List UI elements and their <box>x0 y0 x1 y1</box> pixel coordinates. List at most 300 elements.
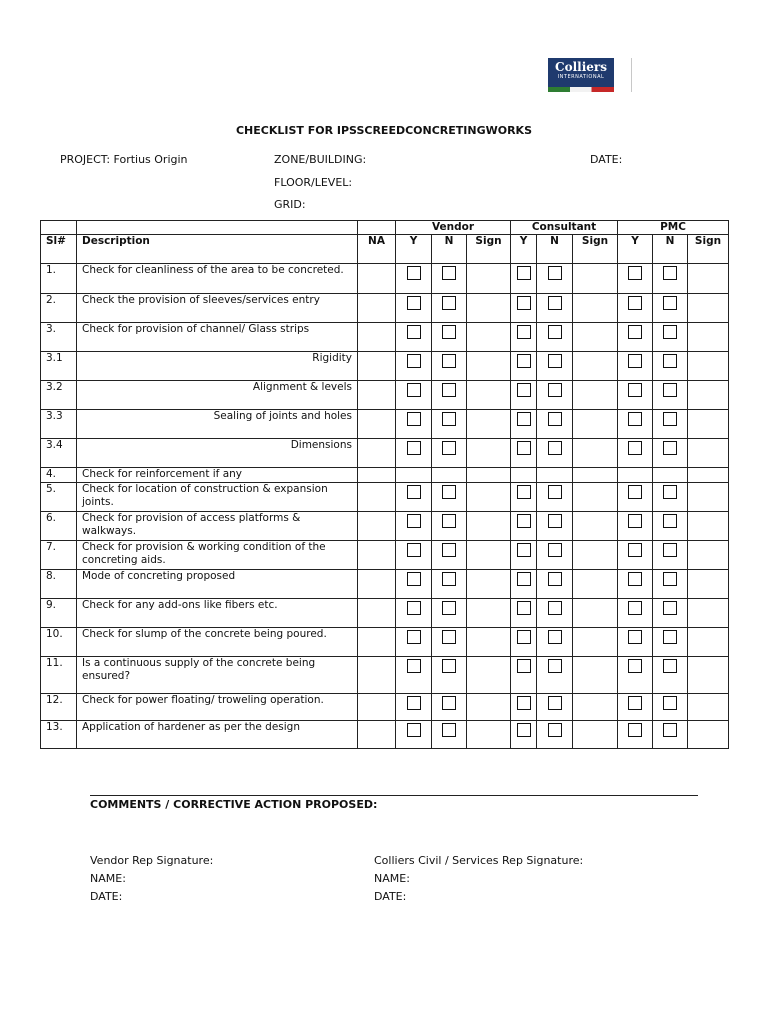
consultant-sign-cell[interactable] <box>573 628 618 657</box>
consultant-sign-cell[interactable] <box>573 294 618 323</box>
row-description: Rigidity <box>77 352 358 381</box>
row-description: Check for cleanliness of the area to be concreted. <box>77 264 358 294</box>
vendor-y-cell <box>396 294 432 323</box>
vendor-y-cell <box>396 323 432 352</box>
consultant-y-cell <box>511 657 537 694</box>
na-cell <box>358 599 396 628</box>
pmc-n-cell <box>653 381 688 410</box>
row-number: 10. <box>41 628 77 657</box>
row-number: 4. <box>41 468 77 483</box>
pmc-n-checkbox[interactable] <box>663 514 677 528</box>
vendor-y-cell <box>396 468 432 483</box>
na-cell <box>358 694 396 721</box>
pmc-y-cell <box>618 512 653 541</box>
pmc-y-cell <box>618 628 653 657</box>
consultant-y-cell <box>511 628 537 657</box>
table-row <box>41 410 729 439</box>
vendor-n-checkbox[interactable] <box>442 383 456 397</box>
pmc-y-cell <box>618 439 653 468</box>
pmc-y-checkbox[interactable] <box>628 659 642 673</box>
consultant-n-cell <box>537 439 573 468</box>
pmc-y-header: Y <box>618 235 653 264</box>
consultant-y-checkbox[interactable] <box>517 723 531 737</box>
consultant-n-cell <box>537 512 573 541</box>
vendor-y-checkbox[interactable] <box>407 543 421 557</box>
vendor-n-checkbox[interactable] <box>442 659 456 673</box>
pmc-n-cell <box>653 541 688 570</box>
colliers-signature-label: Colliers Civil / Services Rep Signature: <box>374 854 584 867</box>
pmc-sign-cell[interactable] <box>688 483 729 512</box>
pmc-sign-cell[interactable] <box>688 294 729 323</box>
consultant-n-checkbox[interactable] <box>548 412 562 426</box>
na-cell <box>358 294 396 323</box>
pmc-sign-cell[interactable] <box>688 570 729 599</box>
consultant-n-cell <box>537 694 573 721</box>
consultant-n-checkbox[interactable] <box>548 543 562 557</box>
vendor-n-checkbox[interactable] <box>442 572 456 586</box>
pmc-y-checkbox[interactable] <box>628 514 642 528</box>
vendor-sign-cell[interactable] <box>467 512 511 541</box>
consultant-n-checkbox[interactable] <box>548 485 562 499</box>
vendor-n-cell <box>432 381 467 410</box>
vendor-y-checkbox[interactable] <box>407 572 421 586</box>
row-description: Mode of concreting proposed <box>77 570 358 599</box>
row-description: Check for location of construction & expansion joints. <box>77 483 358 512</box>
row-description: Check for slump of the concrete being poured. <box>77 628 358 657</box>
vendor-n-cell <box>432 323 467 352</box>
description-header: Description <box>77 235 358 264</box>
vendor-y-checkbox[interactable] <box>407 325 421 339</box>
consultant-y-checkbox[interactable] <box>517 441 531 455</box>
vendor-n-checkbox[interactable] <box>442 296 456 310</box>
vendor-n-checkbox[interactable] <box>442 543 456 557</box>
consultant-sign-cell[interactable] <box>573 439 618 468</box>
pmc-n-checkbox[interactable] <box>663 601 677 615</box>
row-number: 3.1 <box>41 352 77 381</box>
pmc-y-cell <box>618 410 653 439</box>
pmc-y-checkbox[interactable] <box>628 441 642 455</box>
row-number: 3. <box>41 323 77 352</box>
vendor-y-cell <box>396 352 432 381</box>
table-row <box>41 352 729 381</box>
pmc-sign-cell[interactable] <box>688 323 729 352</box>
pmc-sign-cell[interactable] <box>688 599 729 628</box>
consultant-n-checkbox[interactable] <box>548 696 562 710</box>
consultant-y-cell <box>511 721 537 749</box>
vendor-sign-cell[interactable] <box>467 721 511 749</box>
pmc-n-cell <box>653 410 688 439</box>
table-row <box>41 628 729 657</box>
consultant-sign-cell[interactable] <box>573 721 618 749</box>
pmc-sign-header: Sign <box>688 235 729 264</box>
table-row <box>41 657 729 694</box>
vendor-sign-cell[interactable] <box>467 468 511 483</box>
vendor-sign-cell[interactable] <box>467 483 511 512</box>
row-description: Check for provision & working condition of the concreting aids. <box>77 541 358 570</box>
vendor-y-cell <box>396 264 432 294</box>
table-row <box>41 694 729 721</box>
row-number: 1. <box>41 264 77 294</box>
vendor-sign-cell[interactable] <box>467 410 511 439</box>
consultant-sign-cell[interactable] <box>573 381 618 410</box>
vendor-n-checkbox[interactable] <box>442 696 456 710</box>
pmc-n-checkbox[interactable] <box>663 696 677 710</box>
project-field: PROJECT: Fortius Origin <box>60 153 188 166</box>
vendor-y-checkbox[interactable] <box>407 485 421 499</box>
sl-header: Sl# <box>41 235 77 264</box>
pmc-y-checkbox[interactable] <box>628 485 642 499</box>
pmc-n-cell <box>653 694 688 721</box>
vendor-group-header: Vendor <box>396 221 511 235</box>
row-number: 11. <box>41 657 77 694</box>
pmc-n-checkbox[interactable] <box>663 659 677 673</box>
table-row <box>41 381 729 410</box>
pmc-y-cell <box>618 483 653 512</box>
vendor-sign-cell[interactable] <box>467 694 511 721</box>
pmc-n-checkbox[interactable] <box>663 630 677 644</box>
logo-name: Colliers <box>555 60 607 74</box>
row-number: 3.3 <box>41 410 77 439</box>
logo-stripe <box>548 87 614 92</box>
na-header: NA <box>358 235 396 264</box>
consultant-n-checkbox[interactable] <box>548 441 562 455</box>
vendor-n-cell <box>432 264 467 294</box>
zone-field: ZONE/BUILDING: <box>274 153 367 166</box>
vendor-sign-cell[interactable] <box>467 657 511 694</box>
pmc-y-checkbox[interactable] <box>628 572 642 586</box>
pmc-y-checkbox[interactable] <box>628 723 642 737</box>
pmc-sign-cell[interactable] <box>688 541 729 570</box>
table-row <box>41 468 729 483</box>
vendor-y-cell <box>396 694 432 721</box>
date-field: DATE: <box>590 153 623 166</box>
vendor-y-checkbox[interactable] <box>407 601 421 615</box>
vendor-sign-cell[interactable] <box>467 381 511 410</box>
consultant-n-checkbox[interactable] <box>548 630 562 644</box>
vendor-y-checkbox[interactable] <box>407 296 421 310</box>
pmc-n-cell <box>653 512 688 541</box>
consultant-y-cell <box>511 541 537 570</box>
table-row <box>41 599 729 628</box>
consultant-sign-cell[interactable] <box>573 468 618 483</box>
vendor-y-checkbox[interactable] <box>407 514 421 528</box>
consultant-n-cell <box>537 721 573 749</box>
consultant-y-checkbox[interactable] <box>517 266 531 280</box>
vendor-n-checkbox[interactable] <box>442 514 456 528</box>
table-row <box>41 294 729 323</box>
pmc-n-cell <box>653 264 688 294</box>
pmc-sign-cell[interactable] <box>688 410 729 439</box>
consultant-n-cell <box>537 410 573 439</box>
pmc-n-checkbox[interactable] <box>663 441 677 455</box>
consultant-sign-cell[interactable] <box>573 570 618 599</box>
vendor-n-cell <box>432 352 467 381</box>
pmc-n-checkbox[interactable] <box>663 543 677 557</box>
row-number: 12. <box>41 694 77 721</box>
consultant-n-cell <box>537 628 573 657</box>
row-number: 9. <box>41 599 77 628</box>
consultant-y-checkbox[interactable] <box>517 543 531 557</box>
consultant-n-checkbox[interactable] <box>548 354 562 368</box>
vendor-n-header: N <box>432 235 467 264</box>
consultant-n-cell <box>537 352 573 381</box>
pmc-n-cell <box>653 657 688 694</box>
pmc-sign-cell[interactable] <box>688 264 729 294</box>
vendor-y-checkbox[interactable] <box>407 383 421 397</box>
vendor-sign-cell[interactable] <box>467 541 511 570</box>
consultant-y-checkbox[interactable] <box>517 354 531 368</box>
pmc-n-header: N <box>653 235 688 264</box>
pmc-sign-cell[interactable] <box>688 381 729 410</box>
pmc-y-checkbox[interactable] <box>628 325 642 339</box>
vendor-n-checkbox[interactable] <box>442 354 456 368</box>
vendor-n-cell <box>432 657 467 694</box>
na-cell <box>358 541 396 570</box>
pmc-n-cell <box>653 468 688 483</box>
vendor-n-cell <box>432 628 467 657</box>
consultant-y-checkbox[interactable] <box>517 383 531 397</box>
vendor-sign-cell[interactable] <box>467 570 511 599</box>
consultant-sign-cell[interactable] <box>573 483 618 512</box>
pmc-y-checkbox[interactable] <box>628 601 642 615</box>
consultant-y-cell <box>511 323 537 352</box>
logo-divider <box>631 58 632 92</box>
pmc-sign-cell[interactable] <box>688 628 729 657</box>
consultant-y-checkbox[interactable] <box>517 601 531 615</box>
consultant-n-cell <box>537 657 573 694</box>
colliers-date-label: DATE: <box>374 890 407 903</box>
consultant-n-cell <box>537 323 573 352</box>
vendor-sign-cell[interactable] <box>467 264 511 294</box>
vendor-y-header: Y <box>396 235 432 264</box>
row-number: 3.2 <box>41 381 77 410</box>
consultant-n-checkbox[interactable] <box>548 383 562 397</box>
pmc-sign-cell[interactable] <box>688 721 729 749</box>
na-cell <box>358 439 396 468</box>
vendor-y-checkbox[interactable] <box>407 659 421 673</box>
vendor-n-cell <box>432 721 467 749</box>
table-row <box>41 439 729 468</box>
consultant-y-checkbox[interactable] <box>517 630 531 644</box>
pmc-y-checkbox[interactable] <box>628 696 642 710</box>
row-description: Application of hardener as per the design <box>77 721 358 749</box>
pmc-y-cell <box>618 323 653 352</box>
consultant-n-checkbox[interactable] <box>548 325 562 339</box>
consultant-y-cell <box>511 264 537 294</box>
row-number: 8. <box>41 570 77 599</box>
vendor-sign-cell[interactable] <box>467 628 511 657</box>
consultant-y-checkbox[interactable] <box>517 659 531 673</box>
pmc-y-checkbox[interactable] <box>628 412 642 426</box>
pmc-y-checkbox[interactable] <box>628 354 642 368</box>
pmc-y-cell <box>618 352 653 381</box>
pmc-n-checkbox[interactable] <box>663 325 677 339</box>
vendor-date-label: DATE: <box>90 890 123 903</box>
pmc-n-cell <box>653 628 688 657</box>
pmc-y-checkbox[interactable] <box>628 543 642 557</box>
vendor-n-checkbox[interactable] <box>442 325 456 339</box>
row-description: Check for power floating/ troweling operation. <box>77 694 358 721</box>
consultant-n-cell <box>537 468 573 483</box>
pmc-y-cell <box>618 468 653 483</box>
pmc-n-checkbox[interactable] <box>663 296 677 310</box>
consultant-n-checkbox[interactable] <box>548 601 562 615</box>
consultant-n-checkbox[interactable] <box>548 514 562 528</box>
vendor-sign-cell[interactable] <box>467 599 511 628</box>
row-description: Check for reinforcement if any <box>77 468 358 483</box>
consultant-n-cell <box>537 483 573 512</box>
consultant-n-cell <box>537 541 573 570</box>
pmc-y-checkbox[interactable] <box>628 383 642 397</box>
vendor-sign-cell[interactable] <box>467 439 511 468</box>
pmc-y-checkbox[interactable] <box>628 630 642 644</box>
consultant-y-cell <box>511 512 537 541</box>
consultant-y-checkbox[interactable] <box>517 296 531 310</box>
consultant-sign-cell[interactable] <box>573 541 618 570</box>
pmc-y-cell <box>618 694 653 721</box>
consultant-n-checkbox[interactable] <box>548 266 562 280</box>
vendor-y-checkbox[interactable] <box>407 354 421 368</box>
pmc-n-checkbox[interactable] <box>663 572 677 586</box>
vendor-sign-cell[interactable] <box>467 294 511 323</box>
floor-field: FLOOR/LEVEL: <box>274 176 353 189</box>
consultant-y-checkbox[interactable] <box>517 514 531 528</box>
na-cell <box>358 570 396 599</box>
pmc-sign-cell[interactable] <box>688 439 729 468</box>
na-cell <box>358 352 396 381</box>
row-description: Check for any add-ons like fibers etc. <box>77 599 358 628</box>
checklist-table <box>40 220 729 749</box>
row-description: Sealing of joints and holes <box>77 410 358 439</box>
vendor-y-checkbox[interactable] <box>407 696 421 710</box>
consultant-sign-cell[interactable] <box>573 410 618 439</box>
pmc-n-checkbox[interactable] <box>663 412 677 426</box>
grid-field: GRID: <box>274 198 306 211</box>
pmc-sign-cell[interactable] <box>688 468 729 483</box>
vendor-n-checkbox[interactable] <box>442 630 456 644</box>
vendor-y-checkbox[interactable] <box>407 412 421 426</box>
vendor-sign-header: Sign <box>467 235 511 264</box>
vendor-n-cell <box>432 512 467 541</box>
consultant-y-checkbox[interactable] <box>517 485 531 499</box>
pmc-n-checkbox[interactable] <box>663 383 677 397</box>
vendor-n-checkbox[interactable] <box>442 723 456 737</box>
vendor-n-cell <box>432 468 467 483</box>
consultant-n-checkbox[interactable] <box>548 296 562 310</box>
vendor-y-cell <box>396 657 432 694</box>
consultant-n-cell <box>537 294 573 323</box>
vendor-n-checkbox[interactable] <box>442 441 456 455</box>
consultant-n-checkbox[interactable] <box>548 723 562 737</box>
pmc-n-checkbox[interactable] <box>663 266 677 280</box>
consultant-n-checkbox[interactable] <box>548 572 562 586</box>
na-cell <box>358 628 396 657</box>
consultant-sign-cell[interactable] <box>573 323 618 352</box>
consultant-y-checkbox[interactable] <box>517 572 531 586</box>
pmc-sign-cell[interactable] <box>688 352 729 381</box>
pmc-sign-cell[interactable] <box>688 694 729 721</box>
vendor-sign-cell[interactable] <box>467 323 511 352</box>
pmc-n-cell <box>653 599 688 628</box>
consultant-sign-cell[interactable] <box>573 352 618 381</box>
row-description: Dimensions <box>77 439 358 468</box>
table-row <box>41 541 729 570</box>
vendor-y-cell <box>396 570 432 599</box>
pmc-sign-cell[interactable] <box>688 657 729 694</box>
consultant-sign-cell[interactable] <box>573 512 618 541</box>
pmc-n-cell <box>653 323 688 352</box>
logo-subtitle: INTERNATIONAL <box>557 74 605 80</box>
consultant-y-cell <box>511 694 537 721</box>
vendor-signature-label: Vendor Rep Signature: <box>90 854 214 867</box>
vendor-signature-block <box>90 852 213 906</box>
consultant-n-cell <box>537 264 573 294</box>
vendor-n-checkbox[interactable] <box>442 412 456 426</box>
vendor-sign-cell[interactable] <box>467 352 511 381</box>
pmc-n-checkbox[interactable] <box>663 485 677 499</box>
vendor-y-cell <box>396 721 432 749</box>
row-description: Check for provision of access platforms & walkways. <box>77 512 358 541</box>
vendor-y-checkbox[interactable] <box>407 723 421 737</box>
consultant-sign-cell[interactable] <box>573 694 618 721</box>
consultant-y-checkbox[interactable] <box>517 696 531 710</box>
pmc-n-checkbox[interactable] <box>663 723 677 737</box>
consultant-sign-cell[interactable] <box>573 657 618 694</box>
consultant-y-cell <box>511 468 537 483</box>
consultant-sign-cell[interactable] <box>573 264 618 294</box>
colliers-signature-block <box>374 852 583 906</box>
row-number: 13. <box>41 721 77 749</box>
pmc-y-checkbox[interactable] <box>628 266 642 280</box>
document-title: CHECKLIST FOR IPSSCREEDCONCRETINGWORKS <box>235 124 533 137</box>
row-description: Check the provision of sleeves/services entry <box>77 294 358 323</box>
vendor-n-checkbox[interactable] <box>442 601 456 615</box>
na-cell <box>358 721 396 749</box>
vendor-y-cell <box>396 410 432 439</box>
pmc-y-cell <box>618 264 653 294</box>
consultant-sign-cell[interactable] <box>573 599 618 628</box>
consultant-y-cell <box>511 294 537 323</box>
pmc-n-cell <box>653 439 688 468</box>
consultant-n-checkbox[interactable] <box>548 659 562 673</box>
pmc-sign-cell[interactable] <box>688 512 729 541</box>
row-number: 6. <box>41 512 77 541</box>
na-cell <box>358 323 396 352</box>
vendor-n-cell <box>432 294 467 323</box>
consultant-y-cell <box>511 381 537 410</box>
pmc-y-cell <box>618 721 653 749</box>
consultant-y-checkbox[interactable] <box>517 325 531 339</box>
vendor-n-checkbox[interactable] <box>442 266 456 280</box>
vendor-y-checkbox[interactable] <box>407 630 421 644</box>
colliers-name-label: NAME: <box>374 872 410 885</box>
consultant-y-cell <box>511 483 537 512</box>
pmc-n-checkbox[interactable] <box>663 354 677 368</box>
consultant-sign-header: Sign <box>573 235 618 264</box>
vendor-y-checkbox[interactable] <box>407 266 421 280</box>
consultant-y-header: Y <box>511 235 537 264</box>
pmc-y-cell <box>618 599 653 628</box>
consultant-y-checkbox[interactable] <box>517 412 531 426</box>
vendor-n-checkbox[interactable] <box>442 485 456 499</box>
vendor-y-checkbox[interactable] <box>407 441 421 455</box>
pmc-y-checkbox[interactable] <box>628 296 642 310</box>
table-row <box>41 323 729 352</box>
consultant-n-header: N <box>537 235 573 264</box>
consultant-group-header: Consultant <box>511 221 618 235</box>
vendor-n-cell <box>432 694 467 721</box>
pmc-y-cell <box>618 381 653 410</box>
